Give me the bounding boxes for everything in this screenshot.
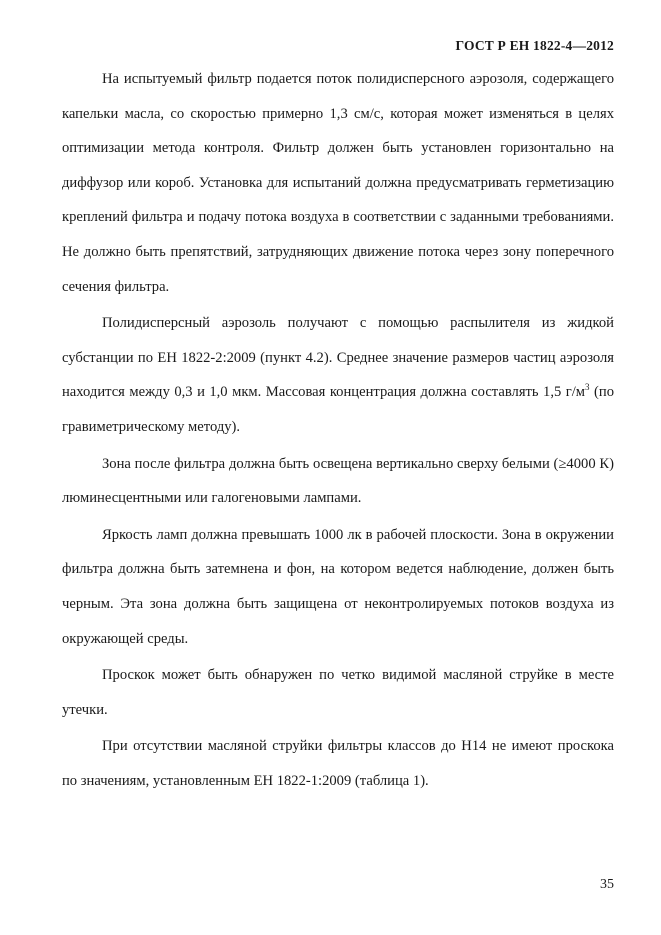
paragraph-illumination: Зона после фильтра должна быть освещена вертикально сверху белыми (≥4000 К) люминесцентными или галогеновыми лампами. [62,455,614,507]
paragraph-leak-detection: Проскок может быть обнаружен по четко видимой масляной струйке в месте утечки. [62,667,614,718]
superscript-cube: 3 [585,382,590,393]
document-body [62,62,614,800]
paragraph-brightness: Яркость ламп должна превышать 1000 лк в рабочей плоскости. Зона в окружении фильтра должна быть затемнена и фон, на котором ведется наблюдение, должен быть черным. Эта зона должна быть защищена от неконтролируемых потоков воздуха из окружающей среды. [62,526,614,647]
document-header: ГОСТ Р ЕН 1822-4—2012 [455,38,614,53]
paragraph-conclusion: При отсутствии масляной струйки фильтры классов до Н14 не имеют проскока по значениям, установленным ЕН 1822-1:2009 (таблица 1). [62,738,614,789]
paragraph-aerosol-text: Полидисперсный аэрозоль получают с помощью распылителя из жидкой субстанции по ЕН 1822-2:2009 (пункт 4.2). Среднее значение размеров частиц аэрозоля находится между 0,3 и 1,0 мкм. Массовая концентрация должна составлять 1,5 г/м [62,315,614,401]
paragraph-aerosol [62,306,614,444]
paragraph-aerosol-tail: (по гравиметрическому методу). [62,384,614,435]
page-number: 35 [600,877,614,892]
paragraph-test-setup: На испытуемый фильтр подается поток полидисперсного аэрозоля, содержащего капельки масла, со скоростью примерно 1,3 см/с, которая может изменяться в целях оптимизации метода контроля. Фильтр должен быть установлен горизонтально на диффузор или короб. Установка для испытаний должна предусматривать герметизацию креплений фильтра и подачу потока воздуха в соответствии с заданными требованиями. Не должно быть препятствий, затрудняющих движение потока через зону поперечного сечения фильтра. [62,71,614,295]
